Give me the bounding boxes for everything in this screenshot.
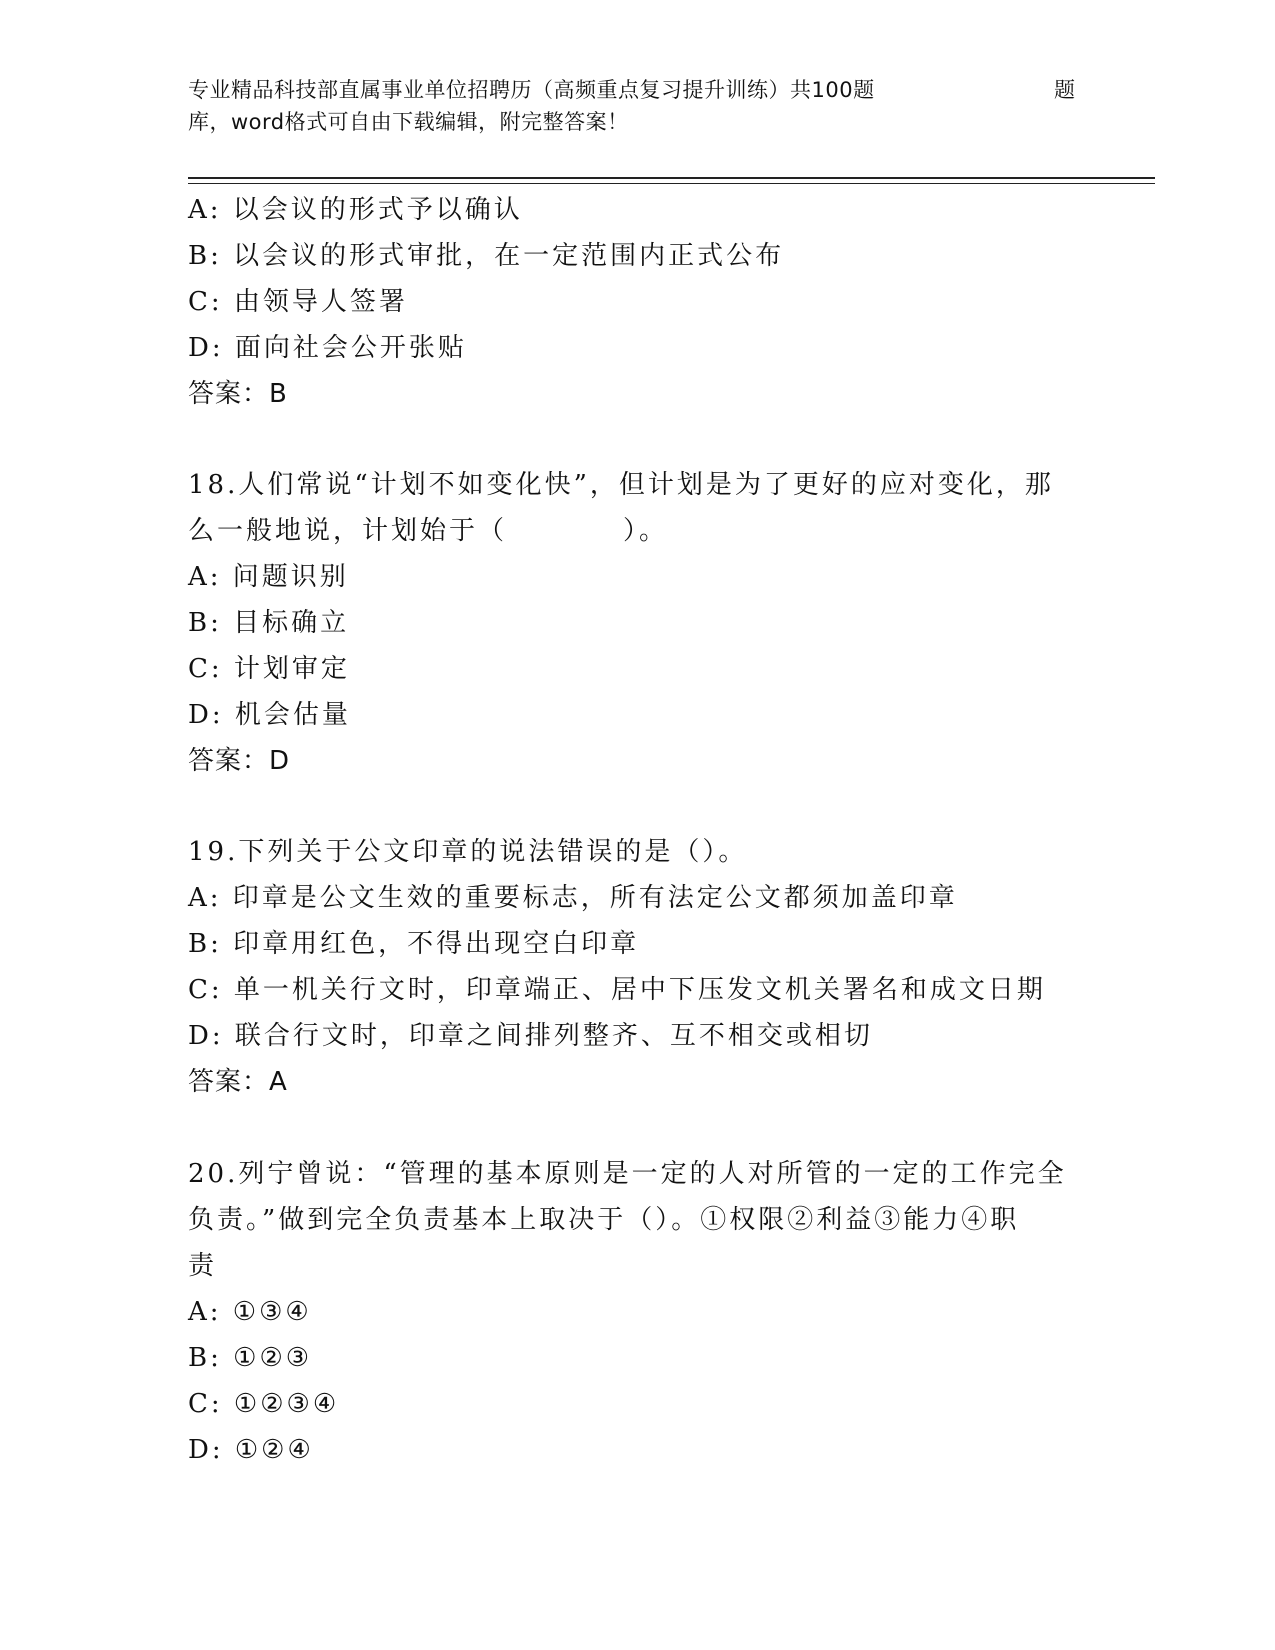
- question-stem: 18.人们常说“计划不如变化快”，但计划是为了更好的应对变化，那: [188, 470, 1054, 500]
- spacer: [188, 784, 1088, 829]
- question-19: [188, 829, 1088, 1105]
- option-a: A: ①③④: [188, 1297, 312, 1327]
- header-line-2: 库，word格式可自由下载编辑，附完整答案！: [188, 110, 629, 134]
- option-b: B: 目标确立: [188, 608, 350, 638]
- option-a: A: 以会议的形式予以确认: [188, 195, 523, 225]
- answer: 答案：B: [188, 379, 288, 409]
- header-divider-thick: [188, 177, 1155, 179]
- spacer: [188, 417, 1088, 462]
- question-stem: 么一般地说，计划始于（ ）。: [188, 516, 669, 546]
- question-stem: 20.列宁曾说：“管理的基本原则是一定的人对所管的一定的工作完全: [188, 1159, 1067, 1189]
- spacer: [188, 1105, 1088, 1151]
- option-a: A: 问题识别: [188, 562, 349, 592]
- question-18: [188, 462, 1088, 784]
- option-b: B: 以会议的形式审批，在一定范围内正式公布: [188, 241, 785, 271]
- question-stem: 负责。”做到完全负责基本上取决于（）。①权限②利益③能力④职: [188, 1205, 1020, 1235]
- option-c: C: ①②③④: [188, 1389, 340, 1419]
- header-line-1: 专业精品科技部直属事业单位招聘历（高频重点复习提升训练）共100题: [188, 78, 875, 102]
- question-list: [188, 187, 1088, 1473]
- option-d: D: 联合行文时，印章之间排列整齐、互不相交或相切: [188, 1021, 873, 1051]
- header-divider-thin: [188, 183, 1155, 184]
- question-17: [188, 187, 1088, 417]
- option-c: C: 由领导人签署: [188, 287, 408, 317]
- option-d: D: 面向社会公开张贴: [188, 333, 467, 363]
- question-stem: 责: [188, 1251, 218, 1281]
- option-c: C: 单一机关行文时，印章端正、居中下压发文机关署名和成文日期: [188, 975, 1046, 1005]
- header-line-1-tail: 题: [1054, 78, 1076, 102]
- option-a: A: 印章是公文生效的重要标志，所有法定公文都须加盖印章: [188, 883, 958, 913]
- document-header: [188, 74, 1088, 138]
- question-stem: 19.下列关于公文印章的说法错误的是（）。: [188, 837, 748, 867]
- option-d: D: 机会估量: [188, 700, 351, 730]
- answer: 答案：D: [188, 746, 291, 776]
- answer: 答案：A: [188, 1067, 288, 1097]
- option-b: B: ①②③: [188, 1343, 313, 1373]
- option-c: C: 计划审定: [188, 654, 350, 684]
- option-d: D: ①②④: [188, 1435, 314, 1465]
- question-20: [188, 1151, 1088, 1473]
- option-b: B: 印章用红色，不得出现空白印章: [188, 929, 640, 959]
